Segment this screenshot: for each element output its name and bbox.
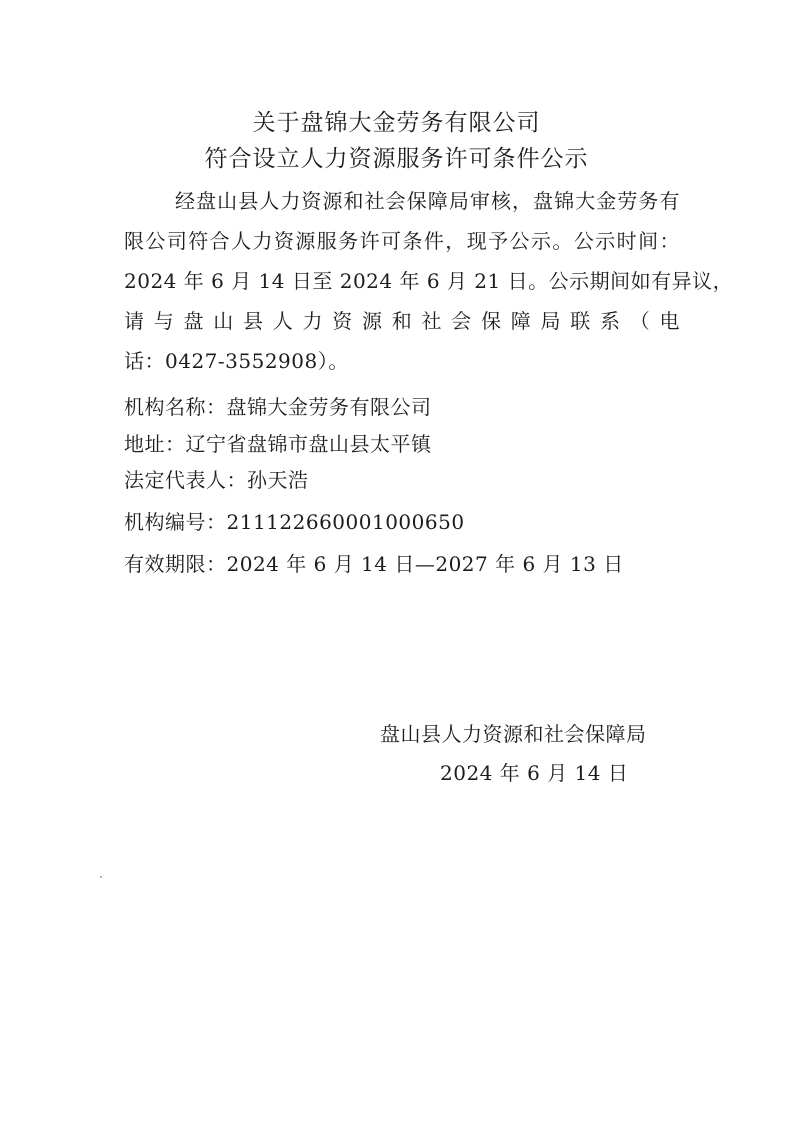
legal-representative-field: 法定代表人：孙天浩 (124, 468, 309, 492)
paragraph-line: 2024 年 6 月 14 日至 2024 年 6 月 21 日。公示期间如有异议， (124, 269, 734, 293)
org-number-field: 机构编号：211122660001000650 (124, 510, 465, 534)
address-field: 地址：辽宁省盘锦市盘山县太平镇 (124, 432, 432, 456)
document-title-line-2: 符合设立人力资源服务许可条件公示 (204, 146, 589, 172)
issuing-authority: 盘山县人力资源和社会保障局 (380, 722, 647, 746)
paragraph-line: 经盘山县人力资源和社会保障局审核，盘锦大金劳务有 (175, 189, 680, 213)
paragraph-line: 请与盘山县人力资源和社会保障局联系（电 (124, 309, 680, 333)
scan-speck (100, 876, 102, 878)
paragraph-line: 话：0427-3552908）。 (124, 349, 349, 373)
document-title-line-1: 关于盘锦大金劳务有限公司 (252, 110, 541, 136)
validity-period-field: 有效期限：2024 年 6 月 14 日—2027 年 6 月 13 日 (124, 552, 624, 576)
org-name-field: 机构名称：盘锦大金劳务有限公司 (124, 395, 432, 419)
paragraph-line: 限公司符合人力资源服务许可条件，现予公示。公示时间： (124, 229, 680, 253)
issue-date: 2024 年 6 月 14 日 (440, 761, 629, 785)
